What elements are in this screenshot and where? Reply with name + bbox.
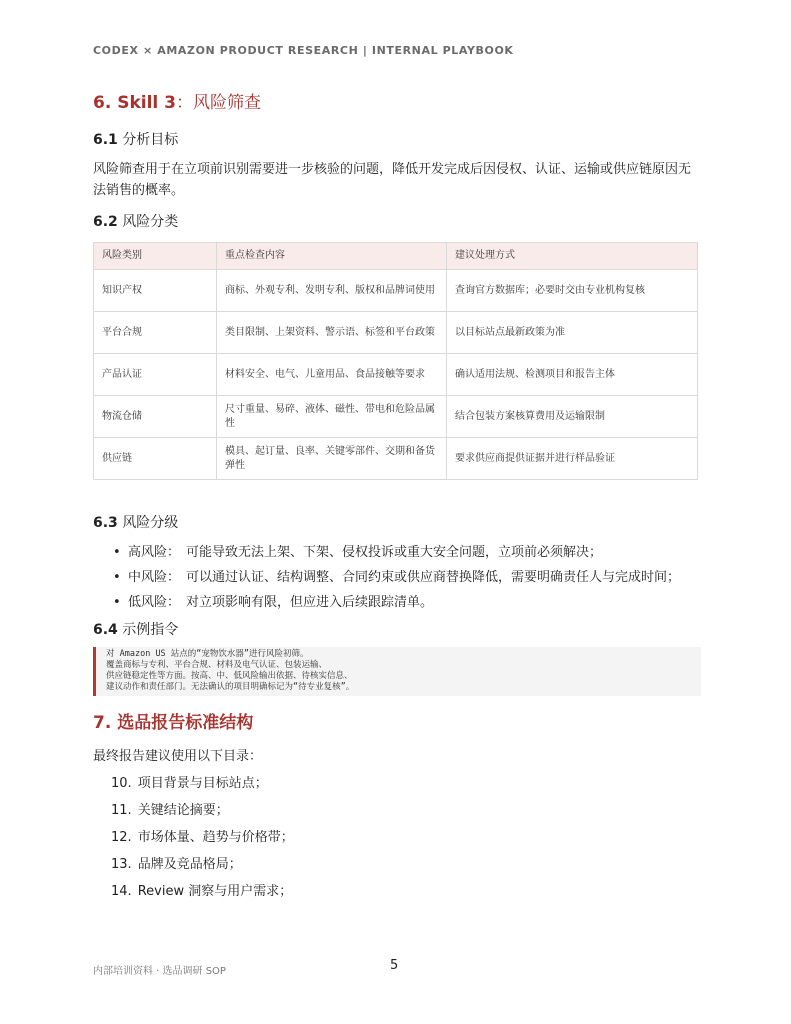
page-number: 5 [390, 958, 399, 973]
risk-level-text: 可以通过认证、结构调整、合同约束或供应商替换降低，需要明确责任人与完成时间； [186, 570, 681, 585]
toc-text: 市场体量、趋势与价格带； [137, 830, 294, 845]
subsection-6-2-heading [93, 211, 698, 233]
report-toc-list [93, 770, 698, 905]
bullet-icon: • [113, 545, 121, 560]
footer-text: 内部培训资料 · 选品调研 SOP [93, 966, 226, 977]
subsection-6-1-title: 分析目标 [122, 132, 179, 148]
section-6-number: 6. Skill 3 [93, 93, 176, 113]
toc-text: 关键结论摘要； [137, 803, 229, 818]
table-cell: 要求供应商提供证据并进行样品验证 [447, 438, 698, 480]
toc-number: 10. [111, 776, 132, 791]
list-item [93, 797, 698, 824]
toc-number: 11. [111, 803, 132, 818]
subsection-6-4-number: 6.4 [93, 622, 118, 638]
table-cell: 商标、外观专利、发明专利、版权和品牌词使用 [217, 270, 447, 312]
subsection-6-2-number: 6.2 [93, 214, 118, 230]
table-row [94, 354, 698, 396]
subsection-6-4-heading [93, 619, 698, 641]
subsection-6-2-title: 风险分类 [122, 214, 179, 230]
subsection-6-1-number: 6.1 [93, 132, 118, 148]
section-6-heading [93, 90, 698, 116]
table-cell: 以目标站点最新政策为准 [447, 312, 698, 354]
section-7-title: 选品报告标准结构 [117, 713, 254, 733]
bullet-icon: • [113, 595, 121, 610]
risk-level-label: 中风险： [128, 570, 181, 585]
list-item [93, 824, 698, 851]
bullet-icon: • [113, 570, 121, 585]
section-6-title: ：风险筛查 [175, 93, 261, 113]
running-header: CODEX × AMAZON PRODUCT RESEARCH | INTERNAL PLAYBOOK [93, 44, 514, 57]
risk-level-text: 可能导致无法上架、下架、侵权投诉或重大安全问题，立项前必须解决； [186, 545, 603, 560]
table-cell: 确认适用法规、检测项目和报告主体 [447, 354, 698, 396]
table-cell: 尺寸重量、易碎、液体、磁性、带电和危险品属性 [217, 396, 447, 438]
table-cell: 物流仓储 [94, 396, 217, 438]
table-row [94, 270, 698, 312]
risk-level-text: 对立项影响有限，但应进入后续跟踪清单。 [186, 595, 434, 610]
toc-text: Review 洞察与用户需求； [137, 884, 293, 899]
table-cell: 材料安全、电气、儿童用品、食品接触等要求 [217, 354, 447, 396]
table-cell: 产品认证 [94, 354, 217, 396]
table-cell: 知识产权 [94, 270, 217, 312]
table-cell: 平台合规 [94, 312, 217, 354]
risk-category-table [93, 242, 698, 480]
list-item [93, 592, 698, 613]
list-item [93, 542, 698, 563]
list-item [93, 567, 698, 588]
table-header-row [94, 243, 698, 270]
table-row [94, 312, 698, 354]
toc-text: 项目背景与目标站点； [137, 776, 268, 791]
section-7-heading [93, 710, 698, 736]
risk-level-label: 低风险： [128, 595, 181, 610]
table-cell: 查询官方数据库；必要时交由专业机构复核 [447, 270, 698, 312]
table-cell: 类目限制、上架资料、警示语、标签和平台政策 [217, 312, 447, 354]
table-row [94, 396, 698, 438]
subsection-6-3-number: 6.3 [93, 515, 118, 531]
table-row [94, 438, 698, 480]
subsection-6-3-title: 风险分级 [122, 515, 179, 531]
table-cell: 模具、起订量、良率、关键零部件、交期和备货弹性 [217, 438, 447, 480]
analysis-goal-text: 风险筛查用于在立项前识别需要进一步核验的问题，降低开发完成后因侵权、认证、运输或供应链原因无法销售的概率。 [93, 162, 692, 198]
risk-level-list [93, 542, 698, 613]
table-header-cell: 建议处理方式 [447, 243, 698, 270]
page-content [93, 88, 698, 905]
subsection-6-3-heading [93, 512, 698, 534]
example-prompt-codeblock: 对 Amazon US 站点的“宠物饮水器”进行风险初筛。 覆盖商标与专利、平台合规、材料及电气认证、包装运输、 供应链稳定性等方面。按高、中、低风险输出依据、待核实信息、 建议动作和责任部门。无法确认的项目明确标记为“待专业复核”。 [93, 647, 701, 696]
toc-number: 13. [111, 857, 132, 872]
subsection-6-1-heading [93, 129, 698, 151]
toc-text: 品牌及竞品格局； [137, 857, 242, 872]
report-structure-intro: 最终报告建议使用以下目录： [93, 749, 263, 764]
table-cell: 供应链 [94, 438, 217, 480]
toc-number: 14. [111, 884, 132, 899]
table-header-cell: 风险类别 [94, 243, 217, 270]
list-item [93, 878, 698, 905]
toc-number: 12. [111, 830, 132, 845]
table-header-cell: 重点检查内容 [217, 243, 447, 270]
subsection-6-4-title: 示例指令 [122, 622, 179, 638]
risk-level-label: 高风险： [128, 545, 181, 560]
table-cell: 结合包装方案核算费用及运输限制 [447, 396, 698, 438]
list-item [93, 770, 698, 797]
list-item [93, 851, 698, 878]
section-7-number: 7. [93, 713, 112, 733]
